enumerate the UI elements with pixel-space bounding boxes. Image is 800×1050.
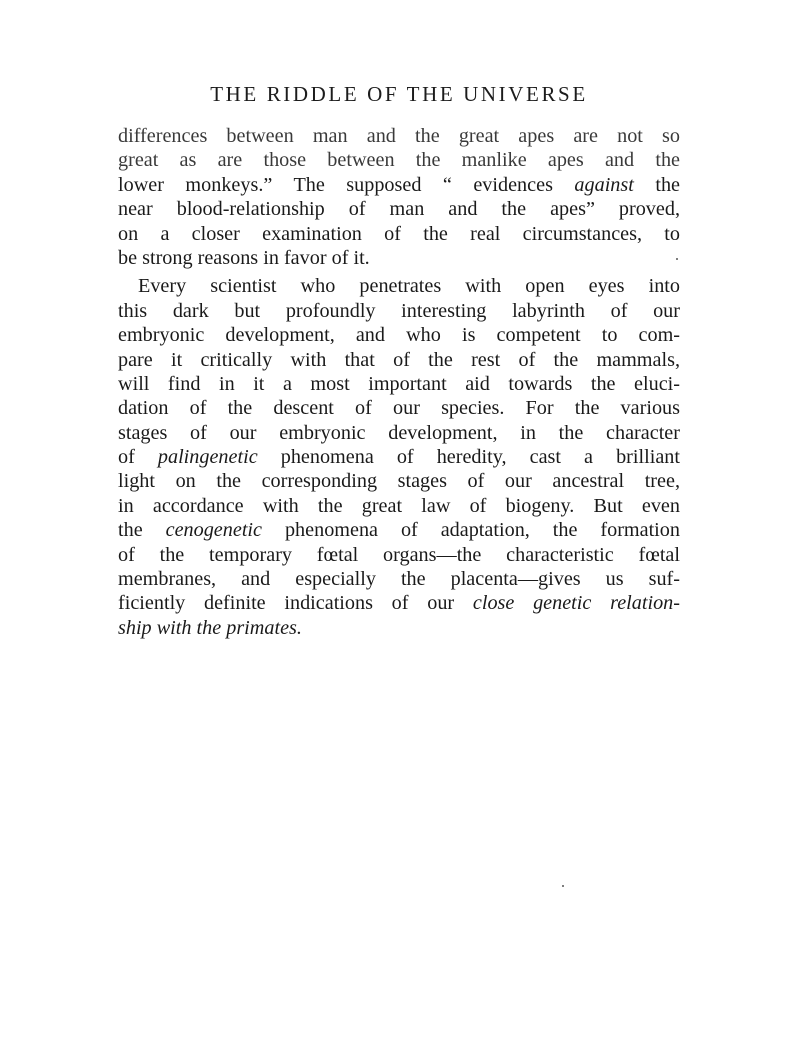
body-text [118,124,680,640]
paragraph-1 [118,124,680,270]
text-line: differences between man and the great apes are not so [118,125,680,147]
text-line: great as are those between the manlike apes and the [118,149,680,172]
text-line [118,445,680,469]
text-line: membranes, and especially the placenta—gives us suf- [118,568,680,591]
text-run: the [118,519,166,542]
italic-run: palingenetic [157,446,258,469]
text-run: of [118,446,158,469]
italic-run: against [574,173,634,196]
ink-speck [676,258,678,260]
text-line: dation of the descent of our species. For the various [118,397,680,420]
text-line: this dark but profoundly interesting labyrinth of our [118,299,680,322]
italic-run: ship with the primates. [118,616,302,639]
text-line [118,518,680,542]
text-line: stages of our embryonic development, in the character [118,421,680,444]
text-line: of the temporary fœtal organs—the characteristic fœtal [118,543,680,566]
paragraph-2 [118,274,680,640]
text-run: the [633,173,680,196]
text-run: lower monkeys.” The supposed “ evidences [118,173,575,196]
italic-run: close genetic relation- [472,592,680,615]
text-line: Every scientist who penetrates with open eyes into [138,275,680,298]
ink-speck [562,885,564,887]
text-line [118,591,680,615]
text-line: in accordance with the great law of biogeny. But even [118,494,680,517]
text-line: will find in it a most important aid towards the eluci- [118,372,680,395]
running-head: THE RIDDLE OF THE UNIVERSE [210,82,588,106]
text-line: pare it critically with that of the rest of the mammals, [118,348,680,371]
text-run: ficiently definite indications of our [118,592,473,615]
text-line: be strong reasons in favor of it. [118,246,370,269]
text-line [118,173,680,197]
text-line: embryonic development, and who is competent to com- [118,324,680,347]
text-run: phenomena of heredity, cast a brilliant [257,446,680,469]
text-line: near blood-relationship of man and the apes” proved, [118,198,680,221]
text-run: phenomena of adaptation, the formation [262,519,680,542]
text-line: light on the corresponding stages of our ancestral tree, [118,470,680,493]
italic-run: cenogenetic [165,519,263,542]
text-line [118,616,680,640]
text-line: on a closer examination of the real circumstances, to [118,222,680,245]
